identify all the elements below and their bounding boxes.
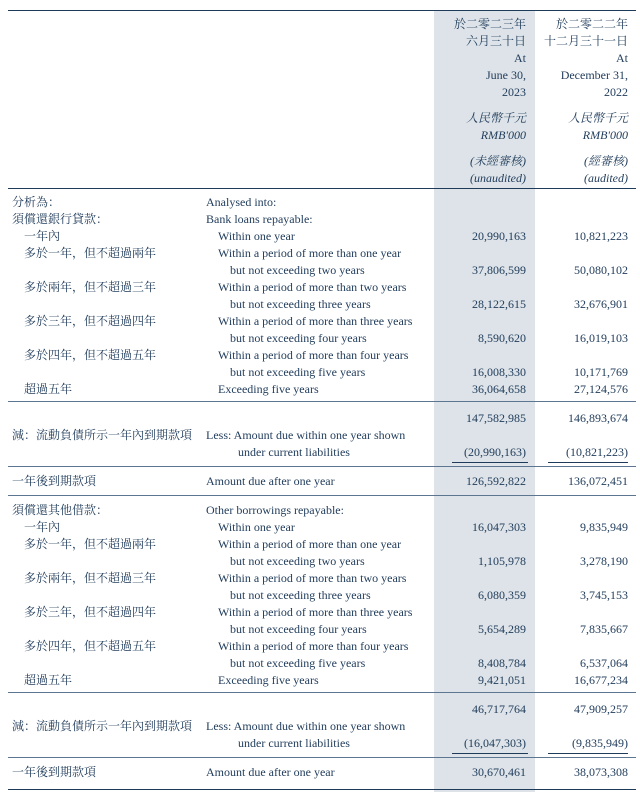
col1-date-zh-1: 於二零二三年 [453,17,526,31]
row-value-2022: 7,835,667 [580,622,628,636]
col1-date-en-1: At [514,51,526,65]
row-value-2023: 28,122,615 [472,297,526,311]
row-label-en: Within one year [218,520,295,534]
row-label-zh: 一年後到期款項 [12,765,97,779]
row-value-2022: 38,073,308 [574,765,628,779]
table-row [0,330,640,347]
table-row [0,347,640,364]
table-row [0,672,640,689]
row-value-2023: 1,105,978 [478,554,526,568]
col2-date-en-3: 2022 [604,85,628,99]
row-label-en: Within a period of more than four years [218,639,409,653]
row-value-2022: 3,745,153 [580,588,628,602]
table-row [0,638,640,655]
row-label-en: Exceeding five years [218,382,319,396]
table-row [0,701,640,718]
row-label-zh: 減：流動負債所示一年內到期款項 [12,428,193,442]
row-label-zh: 一年後到期款項 [12,474,97,488]
row-value-2022: 47,909,257 [574,702,628,716]
row-label-zh: 多於一年，但不超過兩年 [24,246,157,260]
table-row [0,313,640,330]
row-label-zh: 減：流動負債所示一年內到期款項 [12,719,193,733]
row-label-zh: 多於兩年，但不超過三年 [24,280,157,294]
col2-date-zh-2: 十二月三十一日 [543,34,628,48]
row-label-zh: 多於三年，但不超過四年 [24,314,157,328]
table-row [0,427,640,444]
table-row [0,228,640,245]
bank-section-rule [8,401,636,402]
row-value-2022: 16,677,234 [574,673,628,687]
row-value-2022: 136,072,451 [568,474,628,488]
table-row [0,587,640,604]
row-label-en: Amount due after one year [206,765,335,779]
row-label-en: but not exceeding three years [230,297,371,311]
table-row [0,655,640,672]
bank-after-rule [8,466,636,467]
col1-less-underline [452,462,528,463]
row-label-en: Within a period of more than three years [218,605,413,619]
header-rule [8,188,636,189]
row-value-2022: (10,821,223) [566,445,628,459]
table-row [0,536,640,553]
table-row [0,444,640,461]
col1-audit-zh: (未經審核) [470,154,526,168]
row-label-en: Bank loans repayable: [206,212,313,226]
row-value-2023: 126,592,822 [466,474,526,488]
col1-date-en-3: 2023 [502,85,526,99]
row-label-en: Amount due after one year [206,474,335,488]
row-value-2023: 8,590,620 [478,331,526,345]
row-label-en: Other borrowings repayable: [206,503,344,517]
row-value-2022: 27,124,576 [574,382,628,396]
row-value-2023: 16,047,303 [472,520,526,534]
table-row [0,570,640,587]
row-value-2022: 146,893,674 [568,411,628,425]
row-value-2023: 5,654,289 [478,622,526,636]
row-value-2023: 147,582,985 [466,411,526,425]
table-row [0,262,640,279]
row-label-zh: 多於兩年，但不超過三年 [24,571,157,585]
row-label-en: but not exceeding five years [230,365,366,379]
col1-date-en-2: June 30, [486,68,526,82]
col1-less-underline-2 [452,753,528,754]
row-label-en: Less: Amount due within one year shown [206,428,406,442]
row-label-en: but not exceeding two years [230,263,365,277]
table-row [0,735,640,752]
col2-audit-en: (audited) [584,171,628,185]
row-value-2022: 10,171,769 [574,365,628,379]
row-label-zh: 多於三年，但不超過四年 [24,605,157,619]
other-section-rule [8,495,636,496]
row-label-zh: 一年內 [24,520,61,534]
row-label-en: Within a period of more than four years [218,348,409,362]
col2-date-en-2: December 31, [560,68,628,82]
row-label-en: Analysed into: [206,195,277,209]
row-label-zh: 分析為： [12,195,61,209]
col2-header [544,16,628,187]
row-value-2023: 6,080,359 [478,588,526,602]
row-value-2023: 9,421,051 [478,673,526,687]
table-row [0,553,640,570]
row-label-en: Within a period of more than three years [218,314,413,328]
col1-audit-en: (unaudited) [470,171,526,185]
table-row [0,764,640,781]
table-row [0,519,640,536]
row-value-2023: 30,670,461 [472,765,526,779]
row-label-en: but not exceeding two years [230,554,365,568]
table-row [0,364,640,381]
row-label-en: but not exceeding four years [230,331,367,345]
col1-header [454,16,526,187]
row-label-zh: 超過五年 [24,673,73,687]
row-value-2023: (16,047,303) [464,736,526,750]
table-row [0,473,640,490]
row-value-2022: 10,821,223 [574,229,628,243]
row-label-zh: 須償還銀行貸款： [12,212,109,226]
row-label-zh: 一年內 [24,229,61,243]
table-row [0,621,640,638]
row-label-en: Within a period of more than one year [218,537,402,551]
col1-currency-zh: 人民幣千元 [465,111,526,125]
table-row [0,604,640,621]
row-label-zh: 多於一年，但不超過兩年 [24,537,157,551]
table-row [0,718,640,735]
row-value-2022: 6,537,064 [580,656,628,670]
top-rule [8,10,636,11]
col2-currency-en: RMB'000 [582,128,628,142]
other-after-rule [8,757,636,758]
row-label-zh: 多於四年，但不超過五年 [24,639,157,653]
table-row [0,381,640,398]
col2-less-underline-2 [548,753,628,754]
row-value-2023: 36,064,658 [472,382,526,396]
row-value-2022: 3,278,190 [580,554,628,568]
row-label-en: but not exceeding five years [230,656,366,670]
row-label-en: under current liabilities [238,736,350,750]
row-label-zh: 多於四年，但不超過五年 [24,348,157,362]
bottom-rule [8,789,636,790]
row-label-en: Less: Amount due within one year shown [206,719,406,733]
row-value-2023: 16,008,330 [472,365,526,379]
row-label-en: Within a period of more than one year [218,246,402,260]
row-label-zh: 須償還其他借款： [12,503,109,517]
row-label-en: Within one year [218,229,295,243]
other-subtotal-rule [8,692,636,693]
table-row [0,211,640,228]
table-row [0,279,640,296]
col2-audit-zh: (經審核) [584,154,628,168]
row-value-2023: 8,408,784 [478,656,526,670]
col1-currency-en: RMB'000 [480,128,526,142]
row-value-2022: (9,835,949) [572,736,628,750]
table-row [0,194,640,211]
row-label-zh: 超過五年 [24,382,73,396]
row-label-en: but not exceeding four years [230,622,367,636]
row-value-2022: 16,019,103 [574,331,628,345]
col2-date-zh-1: 於二零二二年 [555,17,628,31]
row-value-2023: 37,806,599 [472,263,526,277]
table-row [0,410,640,427]
col2-date-en-1: At [616,51,628,65]
row-label-en: but not exceeding three years [230,588,371,602]
row-label-en: Within a period of more than two years [218,280,407,294]
row-value-2022: 50,080,102 [574,263,628,277]
row-value-2023: 20,990,163 [472,229,526,243]
row-value-2023: (20,990,163) [464,445,526,459]
table-row [0,502,640,519]
row-value-2022: 32,676,901 [574,297,628,311]
row-value-2022: 9,835,949 [580,520,628,534]
row-value-2023: 46,717,764 [472,702,526,716]
col1-date-zh-2: 六月三十日 [465,34,526,48]
row-label-en: Exceeding five years [218,673,319,687]
row-label-en: under current liabilities [238,445,350,459]
table-row [0,296,640,313]
table-row [0,245,640,262]
col2-less-underline [548,462,628,463]
row-label-en: Within a period of more than two years [218,571,407,585]
col2-currency-zh: 人民幣千元 [567,111,628,125]
